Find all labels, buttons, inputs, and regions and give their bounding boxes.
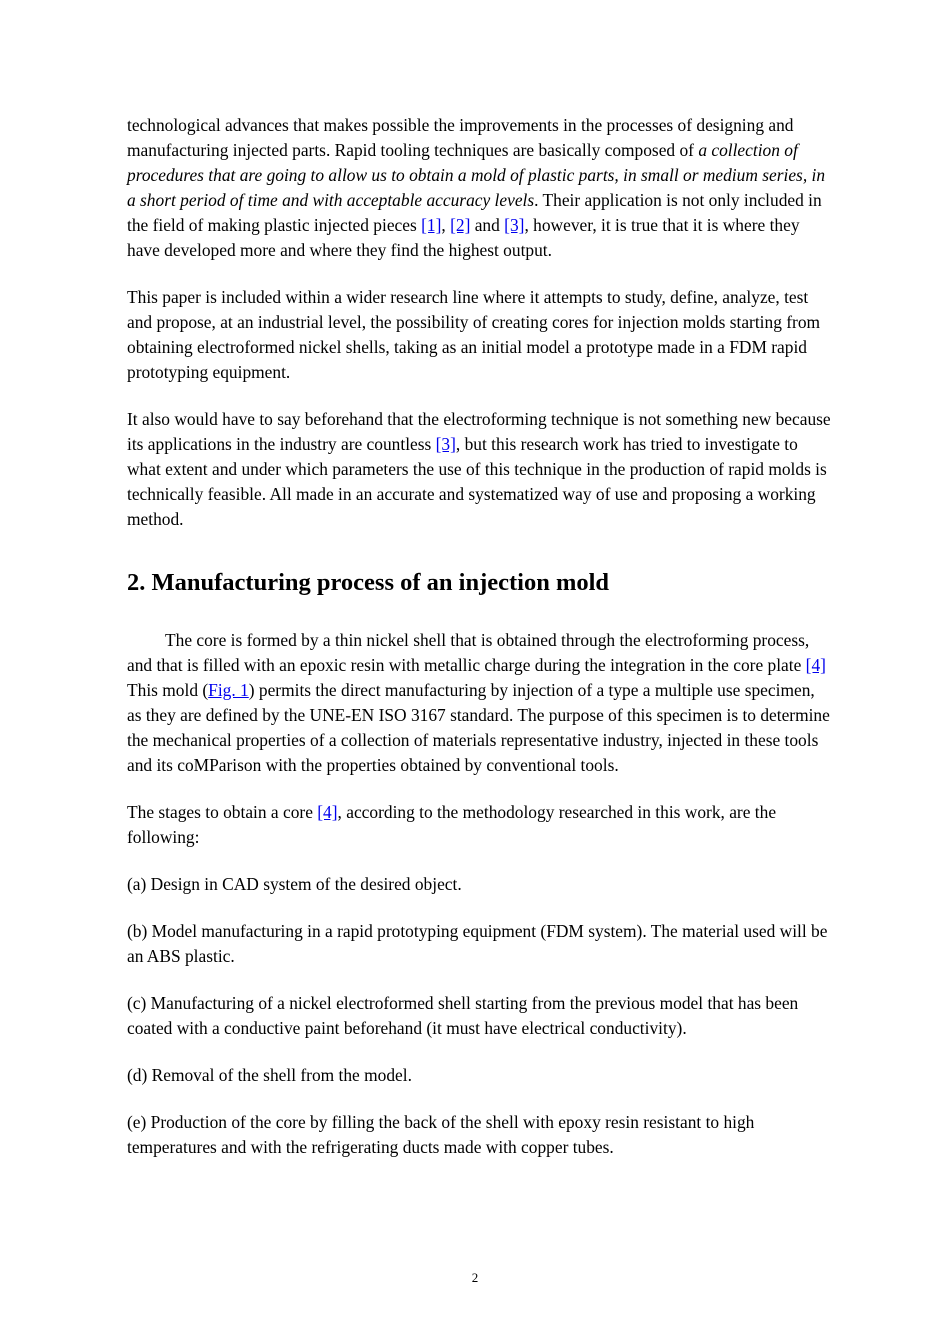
text-run: ) permits the direct manufacturing by injection of a type a multiple use specimen, as they are defined by the UNE-EN ISO 3167 standard. The purpose of this specimen is to determine the mechanical properties of a collection of materials representative industry, injected in these tools and its coMParison with the properties obtained by conventional tools.: [127, 680, 830, 775]
text-run: technological advances that makes possible the improvements in the processes of designing and manufacturing injected parts. Rapid tooling techniques are basically composed of: [127, 115, 794, 160]
figure-link-1[interactable]: Fig. 1: [208, 680, 249, 700]
intro-paragraph-3: [127, 407, 833, 532]
citation-link-4[interactable]: [4]: [805, 655, 826, 675]
stage-item-e: (e) Production of the core by filling the back of the shell with epoxy resin resistant to high temperatures and with the refrigerating ducts made with copper tubes.: [127, 1112, 755, 1157]
stage-item-a: (a) Design in CAD system of the desired object.: [127, 874, 462, 894]
text-run: This mold (: [127, 680, 209, 700]
intro-paragraph-1: [127, 113, 833, 263]
text-run: The stages to obtain a core: [127, 802, 318, 822]
section-paragraph-1: [127, 628, 833, 778]
citation-link-3[interactable]: [3]: [504, 215, 525, 235]
stage-item-d: (d) Removal of the shell from the model.: [127, 1065, 412, 1085]
text-run: . Their application is not only included in the field of making plastic injected pieces: [127, 190, 822, 235]
citation-link-1[interactable]: [1]: [421, 215, 442, 235]
text-run: It also would have to say beforehand that the electroforming technique is not something new because its applications in the industry are countless: [127, 409, 831, 454]
text-run: The core is formed by a thin nickel shell that is obtained through the electroforming process, and that is filled with an epoxic resin with metallic charge during the integration in the core plate: [127, 630, 810, 675]
citation-link-2[interactable]: [2]: [450, 215, 471, 235]
section-paragraph-2: [127, 800, 833, 850]
intro-paragraph-2: This paper is included within a wider research line where it attempts to study, define, analyze, test and propose, at an industrial level, the possibility of creating cores for injection molds starting from obtaining electroformed nickel shells, taking as an initial model a prototype made in a FDM rapid prototyping equipment.: [127, 287, 821, 382]
text-run: , however, it is true that it is where they have developed more and where they find the highest output.: [127, 215, 800, 260]
text-run: , but this research work has tried to investigate to what extent and under which parameters the use of this technique in the production of rapid molds is technically feasible. All made in an accurate and systematized way of use and proposing a working method.: [127, 434, 827, 529]
stage-item-b: (b) Model manufacturing in a rapid prototyping equipment (FDM system). The material used will be an ABS plastic.: [127, 921, 828, 966]
citation-link-4[interactable]: [4]: [317, 802, 338, 822]
text-run: , according to the methodology researched in this work, are the following:: [127, 802, 777, 847]
italic-definition: a collection of procedures that are going to allow us to obtain a mold of plastic parts, in small or medium series, in a short period of time and with acceptable accuracy levels: [127, 140, 826, 210]
text-run: ,: [441, 215, 451, 235]
stage-item-c: (c) Manufacturing of a nickel electroformed shell starting from the previous model that has been coated with a conductive paint beforehand (it must have electrical conductivity).: [127, 993, 799, 1038]
text-run: and: [470, 215, 505, 235]
page-content: [127, 113, 833, 1182]
citation-link-3[interactable]: [3]: [435, 434, 456, 454]
page-number: 2: [471, 1270, 479, 1285]
section-heading: 2. Manufacturing process of an injection mold: [127, 569, 610, 596]
